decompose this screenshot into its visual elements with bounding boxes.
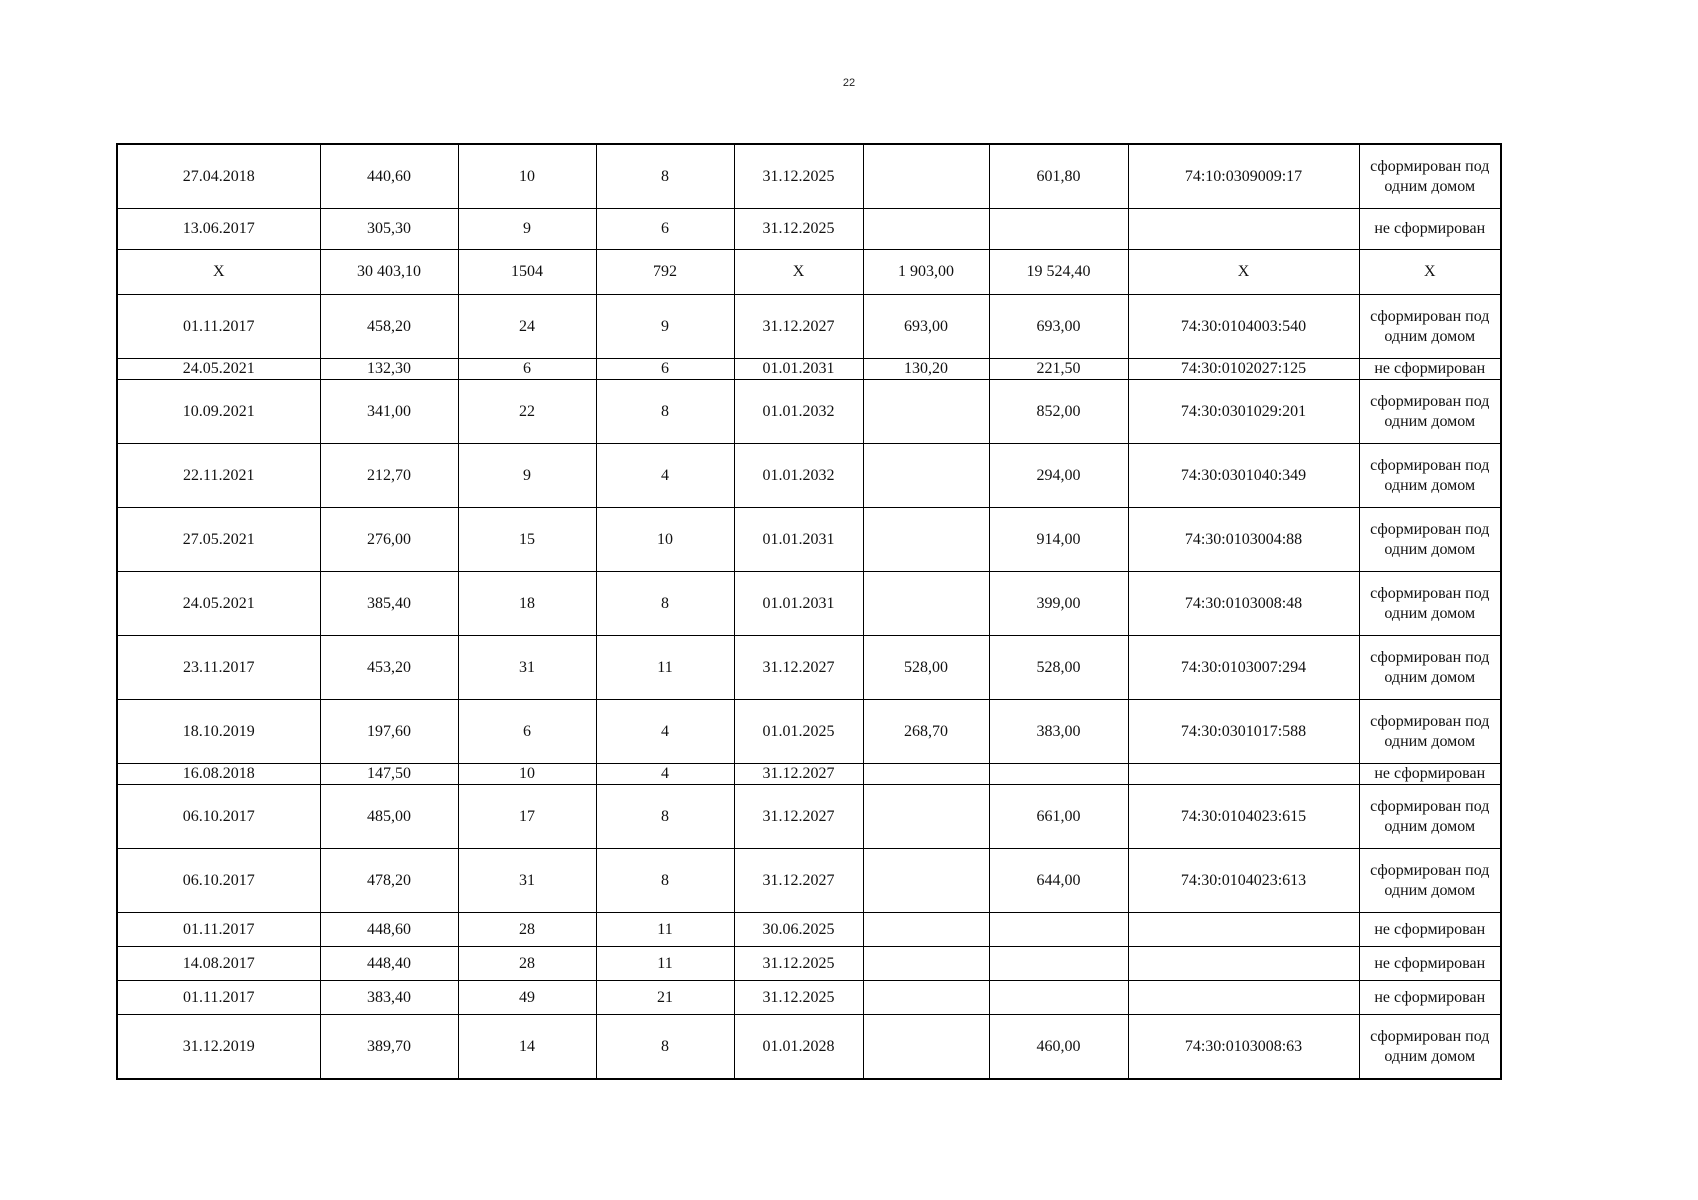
apartments-cell: 8 xyxy=(596,1015,734,1080)
date-cell: 27.05.2021 xyxy=(117,508,320,572)
apartments-cell: 11 xyxy=(596,636,734,700)
area2-cell xyxy=(863,981,989,1015)
area2-cell xyxy=(863,785,989,849)
date-cell: X xyxy=(117,250,320,295)
date-cell: 31.12.2019 xyxy=(117,1015,320,1080)
apartments-cell: 11 xyxy=(596,913,734,947)
residents-cell: 10 xyxy=(458,144,596,209)
deadline-cell: 30.06.2025 xyxy=(734,913,863,947)
deadline-cell: 01.01.2031 xyxy=(734,572,863,636)
apartments-cell: 6 xyxy=(596,359,734,380)
status-cell: сформирован под одним домом xyxy=(1359,849,1501,913)
date-cell: 06.10.2017 xyxy=(117,785,320,849)
area-cell: 30 403,10 xyxy=(320,250,458,295)
apartments-cell: 4 xyxy=(596,444,734,508)
status-cell: сформирован под одним домом xyxy=(1359,785,1501,849)
deadline-cell: 31.12.2027 xyxy=(734,764,863,785)
table-body xyxy=(117,144,1501,1079)
cadastral-cell: 74:30:0104003:540 xyxy=(1128,295,1359,359)
deadline-cell: 31.12.2025 xyxy=(734,947,863,981)
area-cell: 478,20 xyxy=(320,849,458,913)
area-cell: 276,00 xyxy=(320,508,458,572)
apartments-cell: 10 xyxy=(596,508,734,572)
residents-cell: 6 xyxy=(458,359,596,380)
area-cell: 383,40 xyxy=(320,981,458,1015)
apartments-cell: 8 xyxy=(596,849,734,913)
status-cell: сформирован под одним домом xyxy=(1359,700,1501,764)
status-cell: не сформирован xyxy=(1359,209,1501,250)
deadline-cell: 31.12.2025 xyxy=(734,209,863,250)
table-row xyxy=(117,947,1501,981)
status-cell: сформирован под одним домом xyxy=(1359,380,1501,444)
land-area-cell: 399,00 xyxy=(989,572,1128,636)
land-area-cell: 914,00 xyxy=(989,508,1128,572)
deadline-cell: 31.12.2027 xyxy=(734,849,863,913)
area2-cell xyxy=(863,764,989,785)
cadastral-cell: 74:10:0309009:17 xyxy=(1128,144,1359,209)
apartments-cell: 8 xyxy=(596,572,734,636)
date-cell: 27.04.2018 xyxy=(117,144,320,209)
apartments-cell: 4 xyxy=(596,764,734,785)
land-area-cell: 852,00 xyxy=(989,380,1128,444)
area2-cell: 268,70 xyxy=(863,700,989,764)
deadline-cell: X xyxy=(734,250,863,295)
area2-cell xyxy=(863,444,989,508)
table-row xyxy=(117,144,1501,209)
land-area-cell: 528,00 xyxy=(989,636,1128,700)
cadastral-cell xyxy=(1128,947,1359,981)
area2-cell: 693,00 xyxy=(863,295,989,359)
cadastral-cell: 74:30:0103007:294 xyxy=(1128,636,1359,700)
table-row xyxy=(117,981,1501,1015)
residents-cell: 31 xyxy=(458,636,596,700)
area-cell: 212,70 xyxy=(320,444,458,508)
land-area-cell: 19 524,40 xyxy=(989,250,1128,295)
apartments-cell: 6 xyxy=(596,209,734,250)
area2-cell xyxy=(863,380,989,444)
table-row xyxy=(117,444,1501,508)
area2-cell xyxy=(863,144,989,209)
residents-cell: 18 xyxy=(458,572,596,636)
table-row xyxy=(117,508,1501,572)
area2-cell xyxy=(863,508,989,572)
deadline-cell: 31.12.2025 xyxy=(734,981,863,1015)
apartments-cell: 792 xyxy=(596,250,734,295)
status-cell: сформирован под одним домом xyxy=(1359,1015,1501,1080)
status-cell: не сформирован xyxy=(1359,947,1501,981)
area-cell: 453,20 xyxy=(320,636,458,700)
deadline-cell: 31.12.2027 xyxy=(734,636,863,700)
date-cell: 23.11.2017 xyxy=(117,636,320,700)
date-cell: 01.11.2017 xyxy=(117,913,320,947)
cadastral-cell: 74:30:0103008:63 xyxy=(1128,1015,1359,1080)
date-cell: 13.06.2017 xyxy=(117,209,320,250)
residents-cell: 17 xyxy=(458,785,596,849)
residents-cell: 22 xyxy=(458,380,596,444)
land-area-cell xyxy=(989,981,1128,1015)
residents-cell: 28 xyxy=(458,947,596,981)
residents-cell: 24 xyxy=(458,295,596,359)
deadline-cell: 31.12.2027 xyxy=(734,785,863,849)
apartments-cell: 8 xyxy=(596,144,734,209)
land-area-cell xyxy=(989,947,1128,981)
area2-cell xyxy=(863,572,989,636)
apartments-cell: 4 xyxy=(596,700,734,764)
residents-cell: 9 xyxy=(458,444,596,508)
status-cell: не сформирован xyxy=(1359,981,1501,1015)
apartments-cell: 11 xyxy=(596,947,734,981)
status-cell: не сформирован xyxy=(1359,359,1501,380)
cadastral-cell: 74:30:0301040:349 xyxy=(1128,444,1359,508)
housing-table xyxy=(116,143,1502,1080)
land-area-cell xyxy=(989,764,1128,785)
area-cell: 389,70 xyxy=(320,1015,458,1080)
deadline-cell: 01.01.2031 xyxy=(734,508,863,572)
table-row xyxy=(117,295,1501,359)
area2-cell: 528,00 xyxy=(863,636,989,700)
date-cell: 24.05.2021 xyxy=(117,572,320,636)
area-cell: 485,00 xyxy=(320,785,458,849)
deadline-cell: 01.01.2032 xyxy=(734,380,863,444)
apartments-cell: 9 xyxy=(596,295,734,359)
deadline-cell: 01.01.2028 xyxy=(734,1015,863,1080)
table-row xyxy=(117,785,1501,849)
cadastral-cell: 74:30:0104023:615 xyxy=(1128,785,1359,849)
area2-cell xyxy=(863,1015,989,1080)
residents-cell: 6 xyxy=(458,700,596,764)
table-row xyxy=(117,913,1501,947)
land-area-cell: 693,00 xyxy=(989,295,1128,359)
land-area-cell xyxy=(989,209,1128,250)
residents-cell: 49 xyxy=(458,981,596,1015)
apartments-cell: 8 xyxy=(596,785,734,849)
cadastral-cell xyxy=(1128,764,1359,785)
date-cell: 18.10.2019 xyxy=(117,700,320,764)
area2-cell xyxy=(863,209,989,250)
cadastral-cell: 74:30:0104023:613 xyxy=(1128,849,1359,913)
area-cell: 448,60 xyxy=(320,913,458,947)
cadastral-cell: 74:30:0103008:48 xyxy=(1128,572,1359,636)
area-cell: 147,50 xyxy=(320,764,458,785)
cadastral-cell xyxy=(1128,209,1359,250)
table-row xyxy=(117,849,1501,913)
land-area-cell: 383,00 xyxy=(989,700,1128,764)
date-cell: 01.11.2017 xyxy=(117,981,320,1015)
status-cell: сформирован под одним домом xyxy=(1359,636,1501,700)
cadastral-cell xyxy=(1128,913,1359,947)
deadline-cell: 31.12.2025 xyxy=(734,144,863,209)
area-cell: 448,40 xyxy=(320,947,458,981)
area-cell: 305,30 xyxy=(320,209,458,250)
area-cell: 385,40 xyxy=(320,572,458,636)
land-area-cell xyxy=(989,913,1128,947)
date-cell: 10.09.2021 xyxy=(117,380,320,444)
land-area-cell: 460,00 xyxy=(989,1015,1128,1080)
date-cell: 24.05.2021 xyxy=(117,359,320,380)
residents-cell: 14 xyxy=(458,1015,596,1080)
date-cell: 06.10.2017 xyxy=(117,849,320,913)
date-cell: 22.11.2021 xyxy=(117,444,320,508)
area-cell: 132,30 xyxy=(320,359,458,380)
table-row xyxy=(117,636,1501,700)
cadastral-cell: 74:30:0301029:201 xyxy=(1128,380,1359,444)
table-row xyxy=(117,1015,1501,1080)
area2-cell: 130,20 xyxy=(863,359,989,380)
status-cell: сформирован под одним домом xyxy=(1359,295,1501,359)
area-cell: 341,00 xyxy=(320,380,458,444)
cadastral-cell xyxy=(1128,981,1359,1015)
status-cell: не сформирован xyxy=(1359,764,1501,785)
table-row xyxy=(117,380,1501,444)
area2-cell: 1 903,00 xyxy=(863,250,989,295)
status-cell: сформирован под одним домом xyxy=(1359,444,1501,508)
deadline-cell: 01.01.2032 xyxy=(734,444,863,508)
cadastral-cell: 74:30:0301017:588 xyxy=(1128,700,1359,764)
area2-cell xyxy=(863,849,989,913)
land-area-cell: 601,80 xyxy=(989,144,1128,209)
land-area-cell: 294,00 xyxy=(989,444,1128,508)
land-area-cell: 661,00 xyxy=(989,785,1128,849)
status-cell: сформирован под одним домом xyxy=(1359,572,1501,636)
status-cell: не сформирован xyxy=(1359,913,1501,947)
area2-cell xyxy=(863,913,989,947)
area-cell: 458,20 xyxy=(320,295,458,359)
date-cell: 16.08.2018 xyxy=(117,764,320,785)
table-row xyxy=(117,359,1501,380)
status-cell: X xyxy=(1359,250,1501,295)
table-row xyxy=(117,250,1501,295)
date-cell: 14.08.2017 xyxy=(117,947,320,981)
table-row xyxy=(117,209,1501,250)
area2-cell xyxy=(863,947,989,981)
residents-cell: 9 xyxy=(458,209,596,250)
residents-cell: 31 xyxy=(458,849,596,913)
deadline-cell: 01.01.2031 xyxy=(734,359,863,380)
status-cell: сформирован под одним домом xyxy=(1359,144,1501,209)
table-row xyxy=(117,700,1501,764)
table-row xyxy=(117,764,1501,785)
area-cell: 440,60 xyxy=(320,144,458,209)
status-cell: сформирован под одним домом xyxy=(1359,508,1501,572)
residents-cell: 1504 xyxy=(458,250,596,295)
land-area-cell: 221,50 xyxy=(989,359,1128,380)
apartments-cell: 21 xyxy=(596,981,734,1015)
residents-cell: 10 xyxy=(458,764,596,785)
apartments-cell: 8 xyxy=(596,380,734,444)
residents-cell: 28 xyxy=(458,913,596,947)
residents-cell: 15 xyxy=(458,508,596,572)
deadline-cell: 01.01.2025 xyxy=(734,700,863,764)
date-cell: 01.11.2017 xyxy=(117,295,320,359)
table-row xyxy=(117,572,1501,636)
cadastral-cell: X xyxy=(1128,250,1359,295)
land-area-cell: 644,00 xyxy=(989,849,1128,913)
cadastral-cell: 74:30:0103004:88 xyxy=(1128,508,1359,572)
deadline-cell: 31.12.2027 xyxy=(734,295,863,359)
page-number: 22 xyxy=(842,77,856,89)
cadastral-cell: 74:30:0102027:125 xyxy=(1128,359,1359,380)
area-cell: 197,60 xyxy=(320,700,458,764)
